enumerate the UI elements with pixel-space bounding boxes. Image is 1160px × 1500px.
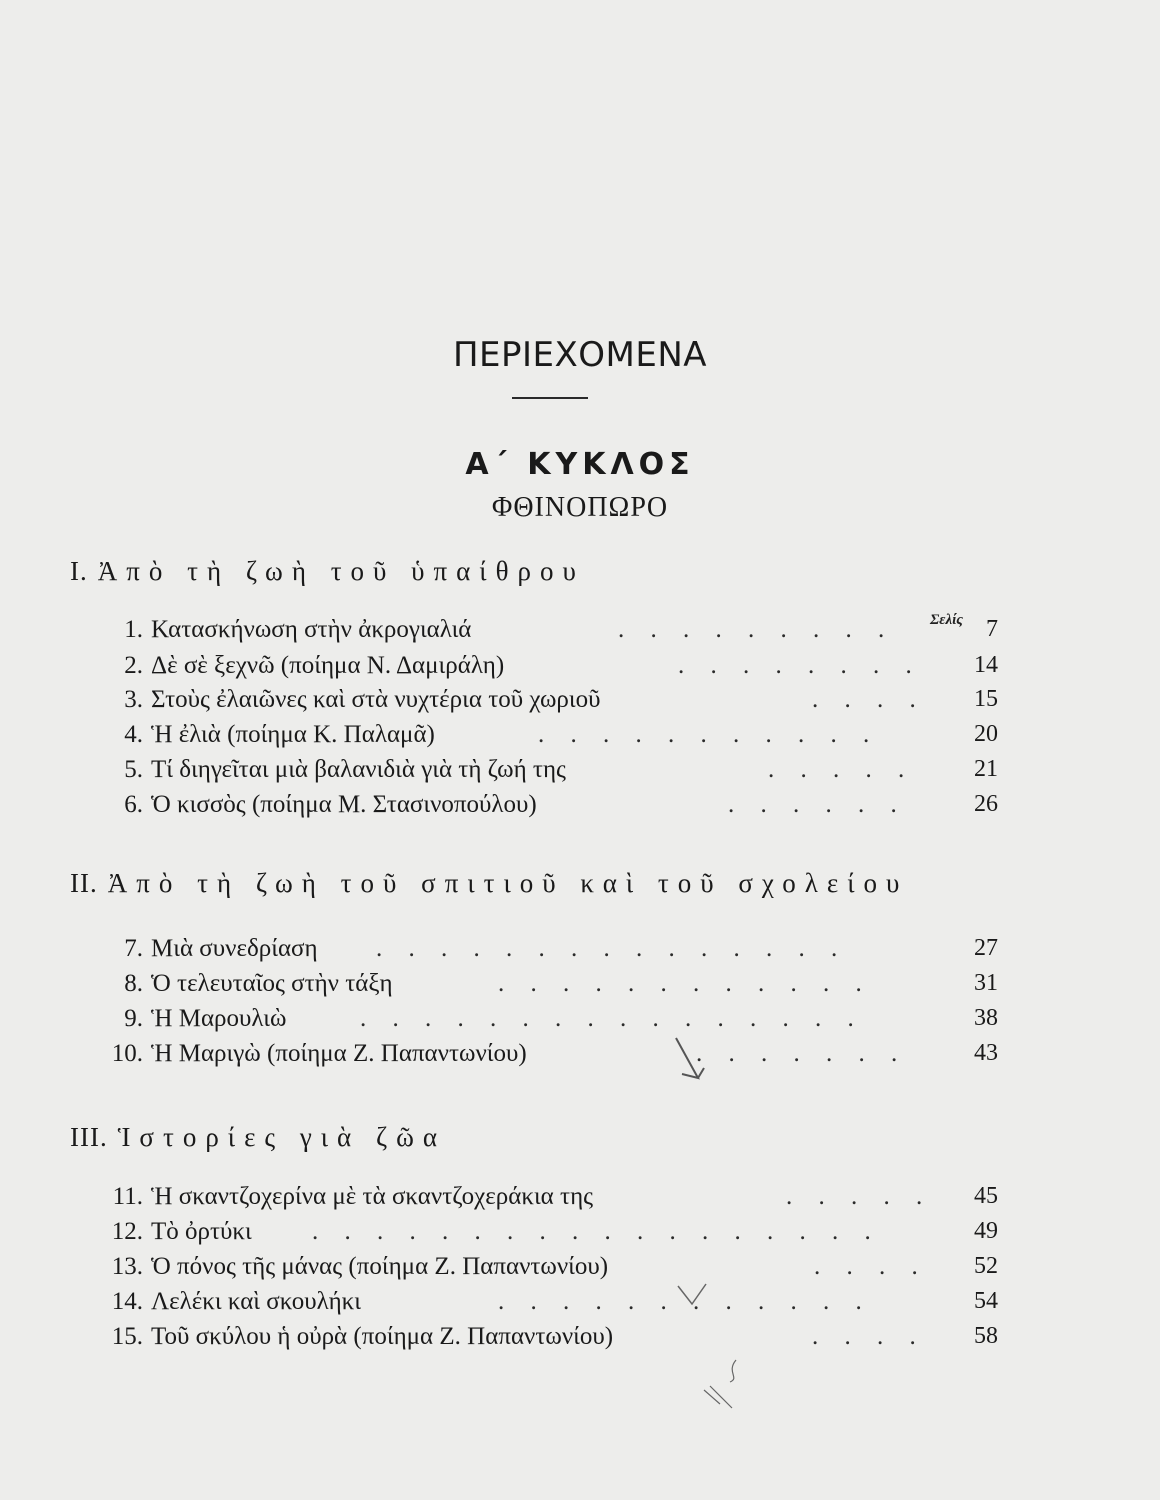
pencil-scribble-icon bbox=[696, 1352, 756, 1412]
entry-number: 1. bbox=[124, 616, 143, 643]
entry-title: Ἡ Μαρουλιὼ bbox=[151, 1005, 287, 1032]
dot-leader: . . . . . . . . . . . . . . . bbox=[376, 935, 848, 962]
dot-leader: . . . . . . . . bbox=[678, 652, 922, 679]
page-title: ΠΕΡΙΕΧΟΜΕΝΑ bbox=[452, 335, 708, 375]
entry-number: 12. bbox=[111, 1218, 143, 1245]
dot-leader: . . . . . bbox=[768, 756, 915, 783]
entry-page: 43 bbox=[974, 1040, 998, 1066]
toc-entry[interactable] bbox=[98, 1040, 998, 1074]
toc-entry[interactable] bbox=[98, 1288, 998, 1322]
entry-page: 49 bbox=[974, 1218, 998, 1244]
entry-number: 8. bbox=[124, 970, 143, 997]
toc-entry[interactable] bbox=[98, 935, 998, 969]
entry-number: 5. bbox=[124, 756, 143, 783]
entry-number: 14. bbox=[111, 1288, 143, 1315]
entry-page: 7 bbox=[986, 616, 998, 642]
pencil-tick-icon bbox=[672, 1280, 712, 1310]
toc-entry[interactable] bbox=[98, 1005, 998, 1039]
entry-title: Ὁ πόνος τῆς μάνας (ποίημα Ζ. Παπαντωνίου) bbox=[151, 1253, 609, 1280]
entry-number: 13. bbox=[111, 1253, 143, 1280]
entry-page: 45 bbox=[974, 1183, 998, 1209]
entry-title: Λελέκι καὶ σκουλήκι bbox=[151, 1288, 361, 1315]
toc-entry[interactable] bbox=[98, 1183, 998, 1217]
toc-entry[interactable] bbox=[98, 721, 998, 755]
entry-title: Τοῦ σκύλου ἡ οὐρὰ (ποίημα Ζ. Παπαντωνίου) bbox=[151, 1323, 614, 1350]
toc-entry[interactable] bbox=[98, 616, 998, 650]
dot-leader: . . . . bbox=[812, 686, 926, 713]
section-numeral: II. bbox=[70, 868, 98, 898]
toc-entry[interactable] bbox=[98, 652, 998, 686]
title-divider bbox=[512, 397, 588, 399]
entry-number: 9. bbox=[124, 1005, 143, 1032]
dot-leader: . . . . . . . bbox=[696, 1040, 908, 1067]
dot-leader: . . . . . . . . . . . . . . . . . . bbox=[312, 1218, 881, 1245]
entry-page: 27 bbox=[974, 935, 998, 961]
entry-number: 11. bbox=[112, 1183, 143, 1210]
entry-number: 15. bbox=[111, 1323, 143, 1350]
section-title: Ἀπὸ τὴ ζωὴ τοῦ ὑπαίθρου bbox=[97, 556, 585, 586]
cycle-heading: Α΄ ΚΥΚΛΟΣ bbox=[465, 447, 695, 482]
dot-leader: . . . . . . . . . bbox=[618, 616, 895, 643]
entry-number: 6. bbox=[124, 791, 143, 818]
dot-leader: . . . . . . . . . . . . bbox=[498, 970, 872, 997]
dot-leader: . . . . bbox=[814, 1253, 928, 1280]
section-heading-2 bbox=[70, 868, 970, 899]
entry-number: 3. bbox=[124, 686, 143, 713]
toc-entry[interactable] bbox=[98, 1253, 998, 1287]
toc-entry[interactable] bbox=[98, 791, 998, 825]
entry-page: 14 bbox=[974, 652, 998, 678]
entry-title: Μιὰ συνεδρίαση bbox=[151, 935, 318, 962]
entry-page: 15 bbox=[974, 686, 998, 712]
entry-page: 58 bbox=[974, 1323, 998, 1349]
entry-page: 38 bbox=[974, 1005, 998, 1031]
entry-number: 7. bbox=[124, 935, 143, 962]
entry-page: 52 bbox=[974, 1253, 998, 1279]
dot-leader: . . . . . . . . . . . . . . . . bbox=[360, 1005, 864, 1032]
dot-leader: . . . . . . bbox=[728, 791, 907, 818]
dot-leader: . . . . . . . . . . . . bbox=[498, 1288, 872, 1315]
entry-page: 20 bbox=[974, 721, 998, 747]
entry-title: Στοὺς ἐλαιῶνες καὶ στὰ νυχτέρια τοῦ χωριοῦ bbox=[151, 686, 601, 713]
entry-title: Κατασκήνωση στὴν ἀκρογιαλιά bbox=[151, 616, 472, 643]
toc-entry[interactable] bbox=[98, 686, 998, 720]
entry-title: Ἡ σκαντζοχερίνα μὲ τὰ σκαντζοχεράκια της bbox=[151, 1183, 594, 1210]
entry-title: Ὁ κισσὸς (ποίημα Μ. Στασινοπούλου) bbox=[151, 791, 537, 818]
entry-title: Δὲ σὲ ξεχνῶ (ποίημα Ν. Δαμιράλη) bbox=[151, 652, 505, 679]
entry-title: Ἡ Μαριγὼ (ποίημα Ζ. Παπαντωνίου) bbox=[151, 1040, 527, 1067]
toc-entry[interactable] bbox=[98, 970, 998, 1004]
dot-leader: . . . . . bbox=[786, 1183, 933, 1210]
season-heading: ΦΘΙΝΟΠΩΡΟ bbox=[491, 492, 669, 523]
section-heading-3 bbox=[70, 1122, 970, 1153]
entry-number: 2. bbox=[124, 652, 143, 679]
entry-title: Τὸ ὀρτύκι bbox=[151, 1218, 252, 1245]
entry-title: Ἡ ἐλιὰ (ποίημα Κ. Παλαμᾶ) bbox=[151, 721, 435, 748]
entry-page: 21 bbox=[974, 756, 998, 782]
entry-page: 31 bbox=[974, 970, 998, 996]
dot-leader: . . . . . . . . . . . bbox=[538, 721, 880, 748]
entry-title: Ὁ τελευταῖος στὴν τάξη bbox=[151, 970, 393, 997]
section-numeral: III. bbox=[70, 1122, 108, 1152]
section-heading-1 bbox=[70, 556, 970, 587]
pencil-mark-icon bbox=[668, 1030, 718, 1090]
entry-title: Τί διηγεῖται μιὰ βαλανιδιὰ γιὰ τὴ ζωή της bbox=[151, 756, 566, 783]
entry-number: 4. bbox=[124, 721, 143, 748]
dot-leader: . . . . bbox=[812, 1323, 926, 1350]
toc-entry[interactable] bbox=[98, 756, 998, 790]
toc-entry[interactable] bbox=[98, 1323, 998, 1357]
section-title: Ἱστορίες γιὰ ζῶα bbox=[117, 1122, 447, 1152]
entry-page: 26 bbox=[974, 791, 998, 817]
section-numeral: I. bbox=[70, 556, 88, 586]
section-title: Ἀπὸ τὴ ζωὴ τοῦ σπιτιοῦ καὶ τοῦ σχολείου bbox=[107, 868, 909, 898]
pages-column-label: Σελίς bbox=[930, 612, 963, 628]
entry-page: 54 bbox=[974, 1288, 998, 1314]
entry-number: 10. bbox=[111, 1040, 143, 1067]
toc-entry[interactable] bbox=[98, 1218, 998, 1252]
